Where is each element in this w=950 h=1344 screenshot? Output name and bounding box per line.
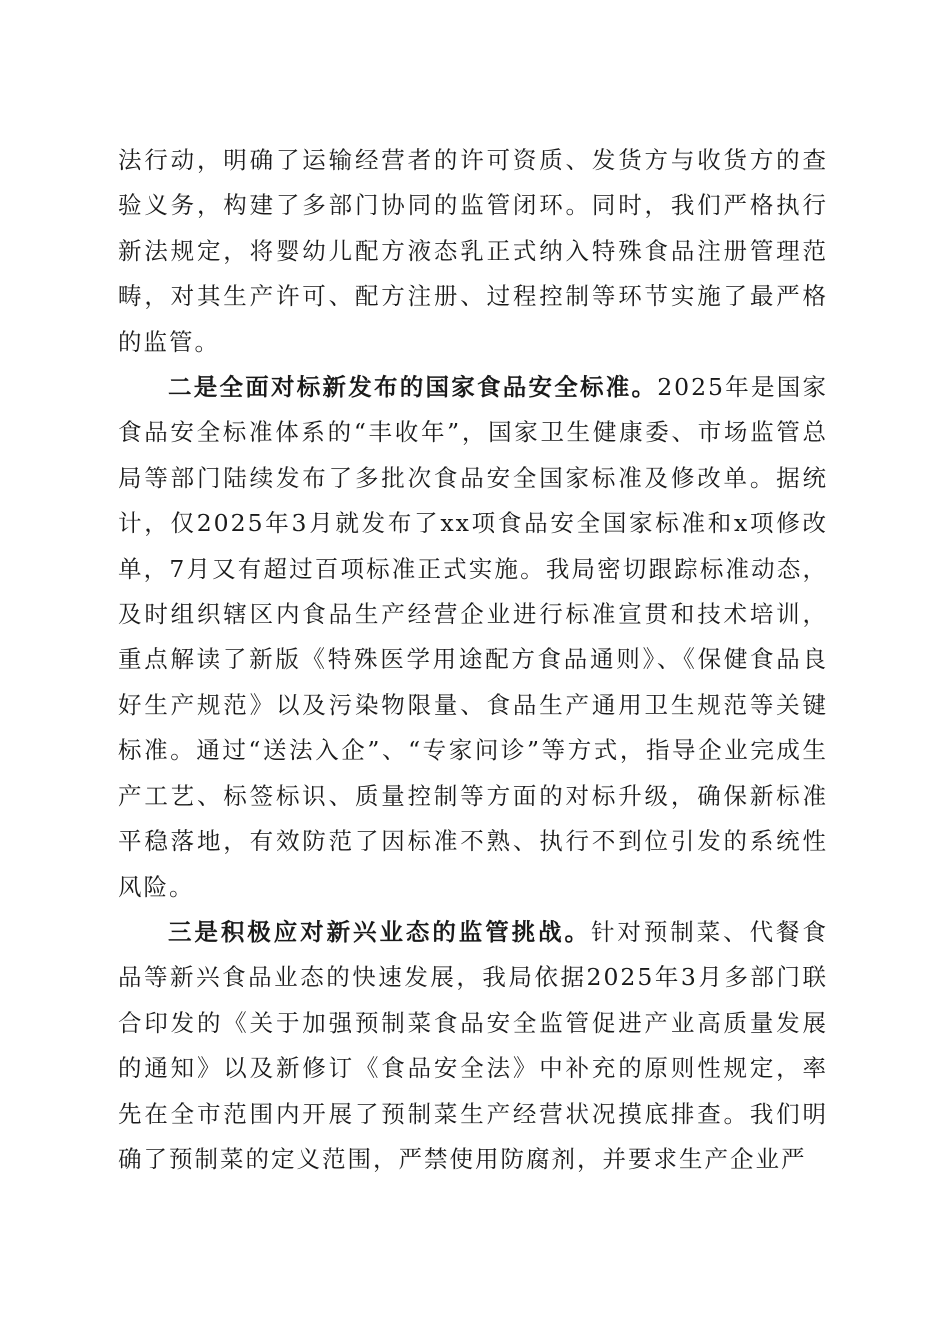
body-text xyxy=(118,138,828,1182)
paragraph-text: 2025年是国家食品安全标准体系的“丰收年”，国家卫生健康委、市场监管总局等部门陆续发布了多批次食品安全国家标准及修改单。据统计，仅2025年3月就发布了xx项食品安全国家标准和x项修改单，7月又有超过百项标准正式实施。我局密切跟踪标准动态，及时组织辖区内食品生产经营企业进行标准宣贯和技术培训，重点解读了新版《特殊医学用途配方食品通则》、《保健食品良好生产规范》以及污染物限量、食品生产通用卫生规范等关键标准。通过“送法入企”、“专家问诊”等方式，指导企业完成生产工艺、标签标识、质量控制等方面的对标升级，确保新标准平稳落地，有效防范了因标准不熟、执行不到位引发的系统性风险。 xyxy=(118,373,828,901)
paragraph-heading: 二是全面对标新发布的国家食品安全标准。 xyxy=(168,373,658,402)
paragraph-continuation xyxy=(118,138,828,365)
paragraph-text: 针对预制菜、代餐食品等新兴食品业态的快速发展，我局依据2025年3月多部门联合印发的《关于加强预制菜食品安全监管促进产业高质量发展的通知》以及新修订《食品安全法》中补充的原则性规定，率先在全市范围内开展了预制菜生产经营状况摸底排查。我们明确了预制菜的定义范围，严禁使用防腐剂，并要求生产企业严 xyxy=(118,917,828,1173)
paragraph-standards xyxy=(118,365,828,910)
paragraph-heading: 三是积极应对新兴业态的监管挑战。 xyxy=(168,917,591,946)
paragraph-new-business xyxy=(118,910,828,1182)
paragraph-text: 法行动，明确了运输经营者的许可资质、发货方与收货方的查验义务，构建了多部门协同的监管闭环。同时，我们严格执行新法规定，将婴幼儿配方液态乳正式纳入特殊食品注册管理范畴，对其生产许可、配方注册、过程控制等环节实施了最严格的监管。 xyxy=(118,146,828,356)
